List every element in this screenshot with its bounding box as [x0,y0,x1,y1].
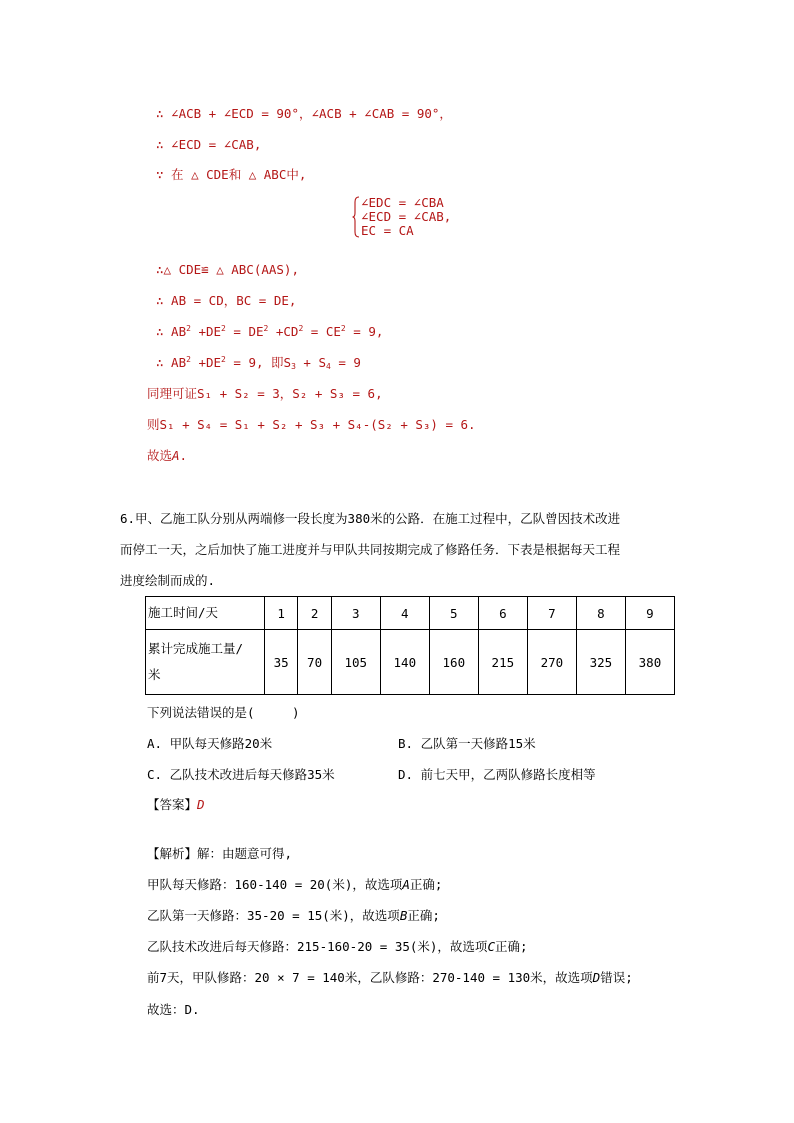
solution-line-angle-equal: ∴ ∠ECD = ∠CAB, [156,137,262,152]
option-a: A. 甲队每天修路20米 [147,736,273,751]
table-cell: 140 [380,630,429,695]
choice-end: . [179,448,188,463]
analysis-option: B [399,908,408,923]
solution-line-congruent: ∴△ CDE≌ △ ABC(AAS), [156,262,299,277]
table-cell: 160 [429,630,478,695]
analysis-text: 错误; [600,970,633,985]
system-brace [352,196,360,238]
analysis-text: 正确; [407,908,440,923]
analysis-intro [147,845,292,863]
question-text-line3: 进度绘制而成的. [120,573,216,588]
system-row: ∠ECD = ∠CAB, [361,209,452,224]
header-line: 米 [148,667,161,682]
analysis-line-b [147,907,440,925]
solution-line-pythagoras: ∴ $AB^2 +DE^2 = DE^2 +CD^2 = CE^2 = 9$, [156,324,384,339]
question-text-line1: 6.甲、乙施工队分别从两端修一段长度为380米的公路．在施工过程中，乙队曾因技术改进 [120,511,621,526]
answer-line [147,796,205,814]
table-cell: 70 [298,630,331,695]
table-cell: 35 [265,630,298,695]
analysis-option: A [402,877,410,892]
table-cell: 215 [478,630,527,695]
header-line: 累计完成施工量/ [148,641,244,656]
table-cell: 8 [576,597,625,630]
solution-line-sides: ∴ AB = CD，BC = DE, [156,293,297,308]
solution-line-choice [147,447,187,465]
solution-line-similarly: 同理可证S₁ + S₂ = 3，S₂ + S₃ = 6, [147,386,383,401]
analysis-text: 乙队技术改进后每天修路：215-160-20 = 35(米)，故选项 [147,939,488,954]
table-cell: 5 [429,597,478,630]
analysis-text: 甲队每天修路：160-140 = 20(米)，故选项 [147,877,403,892]
option-b: B. 乙队第一天修路15米 [398,736,536,751]
analysis-label: 【解析】 [147,846,198,861]
solution-line-triangles: ∵ 在 △ CDE和 △ ABC中, [156,167,307,182]
table-cell: 2 [298,597,331,630]
system-row: EC = CA [361,223,414,238]
analysis-line-c [147,938,528,956]
table-cell: 380 [625,630,674,695]
table-cell: 9 [625,597,674,630]
table-cell: 3 [331,597,380,630]
analysis-text: 正确; [409,877,443,892]
analysis-option: D [592,970,601,985]
analysis-line-a [147,876,442,894]
analysis-text: 正确; [494,939,528,954]
solution-line-angle-sum: ∴ ∠ACB + ∠ECD = 90°，∠ACB + ∠CAB = 90°， [156,106,452,121]
system-row: ∠EDC = ∠CBA [361,195,444,210]
table-header-amount [146,630,265,695]
analysis-intro-text: 解：由题意可得, [197,846,293,861]
choice-prefix: 故选 [147,448,173,463]
option-c: C. 乙队技术改进后每天修路35米 [147,767,335,782]
analysis-conclusion: 故选：D. [147,1002,200,1017]
table-cell: 1 [265,597,298,630]
table-cell: 270 [527,630,576,695]
table-cell: 325 [576,630,625,695]
choice-letter: A [172,448,180,463]
progress-table [145,596,675,695]
table-header-days: 施工时间/天 [146,597,265,630]
analysis-text: 前7天，甲队修路：20 × 7 = 140米，乙队修路：270-140 = 130米，故选项 [147,970,593,985]
question-prompt: 下列说法错误的是( ) [147,705,300,720]
analysis-text: 乙队第一天修路：35-20 = 15(米)，故选项 [147,908,400,923]
question-text-line2: 而停工一天，之后加快了施工进度并与甲队共同按期完成了修路任务．下表是根据每天工程 [120,542,621,557]
table-row [146,597,675,630]
table-row [146,630,675,695]
congruence-system [361,196,451,238]
analysis-line-d [147,969,633,987]
solution-line-result: 则S₁ + S₄ = S₁ + S₂ + S₃ + S₄-(S₂ + S₃) = 6. [147,417,476,432]
option-d: D. 前七天甲，乙两队修路长度相等 [398,767,596,782]
analysis-option: C [487,939,495,954]
solution-line-s3-s4: ∴ $AB^2 +DE^2 = 9$, 即$S_3 + S_4 = 9$ [156,355,361,371]
table-cell: 7 [527,597,576,630]
table-cell: 105 [331,630,380,695]
answer-value: D [197,797,205,812]
table-cell: 6 [478,597,527,630]
table-cell: 4 [380,597,429,630]
answer-label: 【答案】 [147,797,198,812]
